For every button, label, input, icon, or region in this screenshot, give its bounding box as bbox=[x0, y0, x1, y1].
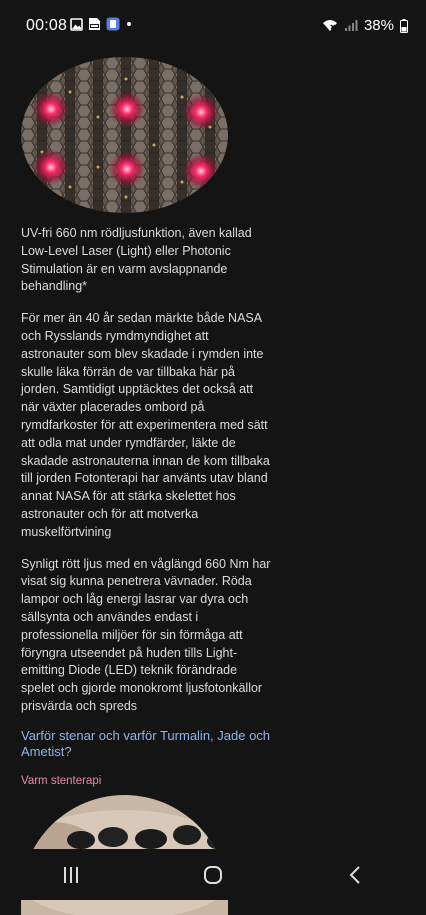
status-bar bbox=[0, 0, 426, 50]
back-button[interactable] bbox=[325, 855, 385, 895]
home-button[interactable] bbox=[183, 855, 243, 895]
led-mat-illustration bbox=[21, 57, 228, 213]
section-heading-stones: Varför stenar och varför Turmalin, Jade och Ametist? bbox=[21, 727, 271, 759]
warm-stone-therapy-link[interactable]: Varm stenterapi bbox=[21, 774, 102, 787]
recents-button[interactable] bbox=[41, 855, 101, 895]
signal-icon bbox=[344, 19, 358, 32]
status-time: 00:08 bbox=[26, 17, 68, 34]
wifi-icon bbox=[322, 19, 338, 32]
navigation-bar bbox=[0, 849, 426, 900]
dot-icon bbox=[125, 20, 133, 28]
back-icon bbox=[348, 865, 362, 885]
battery-percent: 38% bbox=[363, 17, 394, 34]
paragraph-nasa: För mer än 40 år sedan märkte både NASA och Rysslands rymdmyndighet att astronauter som blev skadade i rymden inte skulle läka förrän de var tillbaka här på jorden. Samtidigt upptäcktes det också att när växter placerades ombord på rymdfarkoster för att experimentera med sätt att odla mat under rymdfärder, läkte de skadade astronauterna innan de kom tillbaka till jorden Fotonterapi har använts utav bland annat NASA för att stärka skelettet hos astronauter och för att motverka muskelförtvining bbox=[21, 311, 270, 539]
pdf-icon bbox=[88, 17, 101, 31]
article-content bbox=[21, 225, 271, 788]
recents-icon bbox=[62, 866, 80, 884]
status-icons bbox=[322, 17, 408, 34]
red-light-therapy-image bbox=[21, 57, 228, 213]
image-icon bbox=[70, 18, 83, 31]
notification-icons bbox=[70, 17, 133, 31]
paragraph-intro: UV-fri 660 nm rödljusfunktion, även kallad Low-Level Laser (Light) eller Photonic Stimulation är en varm avslappnande behandling* bbox=[21, 226, 252, 294]
battery-icon bbox=[400, 19, 408, 33]
home-icon bbox=[203, 865, 223, 885]
paragraph-visible-light: Synligt rött ljus med en våglängd 660 Nm har visat sig kunna penetrera vävnader. Röda lampor och låg energi lasrar var dyra och sällsynta och användes endast i professionella miljöer för sin förmåga att föryngra utseendet på huden tills Light-emitting Diode (LED) teknik förändrade spelet och gjorde monokromt ljusfotonkällor prisvärda och spreds bbox=[21, 556, 271, 713]
app-icon bbox=[106, 17, 120, 31]
